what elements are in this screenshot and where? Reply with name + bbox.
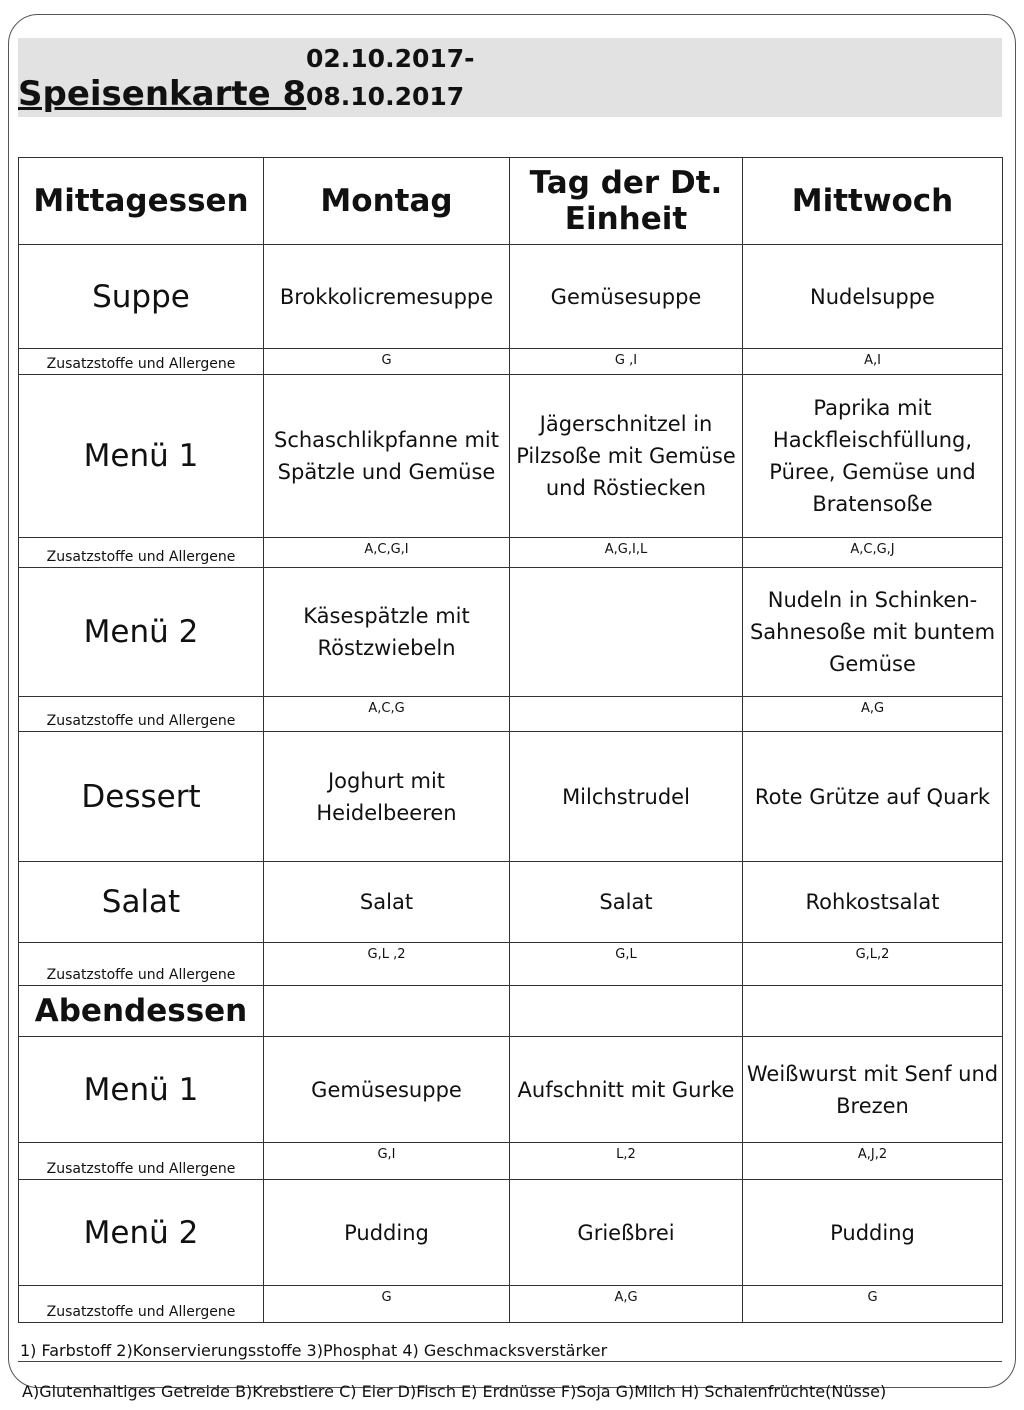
table-header-row [19,158,1003,245]
table-row-suppe [19,245,1003,349]
column-header-mittagessen: Mittagessen [19,158,264,245]
footnote-allergens: A)Glutenhaltiges Getreide B)Krebstiere C) Eier D)Fisch E) Erdnüsse F)Soja G)Milch H) Schalenfrüchte(Nüsse) [22,1382,887,1401]
allergen-code: A,G [743,697,1003,732]
section-row-abendessen [19,986,1003,1037]
allergen-code: L,2 [510,1143,743,1180]
allergen-code: A,J,2 [743,1143,1003,1180]
allergen-code: G,L,2 [743,943,1003,986]
allergen-label: Zusatzstoffe und Allergene [19,538,264,568]
allergen-label: Zusatzstoffe und Allergene [19,349,264,375]
menu-item: Grießbrei [510,1180,743,1286]
page-title: Speisenkarte 8 [18,74,307,114]
allergen-code: G,I [264,1143,510,1180]
menu-item: Paprika mit Hackfleischfüllung, Püree, Gemüse und Bratensoße [743,375,1003,538]
allergen-label: Zusatzstoffe und Allergene [19,1143,264,1180]
menu-item: Gemüsesuppe [510,245,743,349]
allergen-code [510,697,743,732]
empty-cell [743,986,1003,1037]
table-row-dessert [19,732,1003,862]
allergen-code: A,C,G,I [264,538,510,568]
menu-item: Rote Grütze auf Quark [743,732,1003,862]
menu-item: Pudding [264,1180,510,1286]
allergen-label: Zusatzstoffe und Allergene [19,943,264,986]
allergen-code: G,L ,2 [264,943,510,986]
table-row-abend-menu2 [19,1180,1003,1286]
allergen-label: Zusatzstoffe und Allergene [19,697,264,732]
menu-item: Weißwurst mit Senf und Brezen [743,1037,1003,1143]
column-header-montag: Montag [264,158,510,245]
footnote-additives: 1) Farbstoff 2)Konservierungsstoffe 3)Phosphat 4) Geschmacksverstärker [20,1341,608,1360]
menu-item [510,568,743,697]
row-label-menu1: Menü 1 [19,375,264,538]
menu-item: Käsespätzle mit Röstzwiebeln [264,568,510,697]
allergen-code: G [264,349,510,375]
column-header-feiertag: Tag der Dt. Einheit [510,158,743,245]
allergen-code: A,G,I,L [510,538,743,568]
row-label-salat: Salat [19,862,264,943]
allergen-code: A,C,G [264,697,510,732]
allergen-code: G [264,1286,510,1323]
table-row-menu1 [19,375,1003,538]
allergen-code: G [743,1286,1003,1323]
menu-item: Nudelsuppe [743,245,1003,349]
table-row-salat [19,862,1003,943]
row-label-suppe: Suppe [19,245,264,349]
row-label-menu2: Menü 2 [19,568,264,697]
allergen-code: G ,I [510,349,743,375]
allergen-code: A,C,G,J [743,538,1003,568]
menu-item: Milchstrudel [510,732,743,862]
menu-item: Joghurt mit Heidelbeeren [264,732,510,862]
allergen-code: G,L [510,943,743,986]
menu-item: Salat [510,862,743,943]
allergen-row [19,1286,1003,1323]
allergen-row [19,538,1003,568]
allergen-row [19,349,1003,375]
menu-item: Schaschlikpfanne mit Spätzle und Gemüse [264,375,510,538]
divider [18,1361,1002,1362]
allergen-code: A,G [510,1286,743,1323]
menu-item: Aufschnitt mit Gurke [510,1037,743,1143]
empty-cell [510,986,743,1037]
allergen-row [19,1143,1003,1180]
menu-item: Nudeln in Schinken-Sahnesoße mit buntem Gemüse [743,568,1003,697]
date-range-start: 02.10.2017- [306,44,475,73]
column-header-mittwoch: Mittwoch [743,158,1003,245]
menu-item: Rohkostsalat [743,862,1003,943]
row-label-dessert: Dessert [19,732,264,862]
date-range-end: 08.10.2017 [306,82,465,111]
section-title-abendessen: Abendessen [19,986,264,1037]
menu-item: Brokkolicremesuppe [264,245,510,349]
menu-item: Pudding [743,1180,1003,1286]
row-label-abend-menu1: Menü 1 [19,1037,264,1143]
menu-item: Salat [264,862,510,943]
empty-cell [264,986,510,1037]
allergen-row [19,697,1003,732]
allergen-code: A,I [743,349,1003,375]
row-label-abend-menu2: Menü 2 [19,1180,264,1286]
menu-item: Gemüsesuppe [264,1037,510,1143]
menu-item: Jägerschnitzel in Pilzsoße mit Gemüse und Röstiecken [510,375,743,538]
allergen-row [19,943,1003,986]
allergen-label: Zusatzstoffe und Allergene [19,1286,264,1323]
table-row-menu2 [19,568,1003,697]
menu-table [18,157,1003,1323]
table-row-abend-menu1 [19,1037,1003,1143]
